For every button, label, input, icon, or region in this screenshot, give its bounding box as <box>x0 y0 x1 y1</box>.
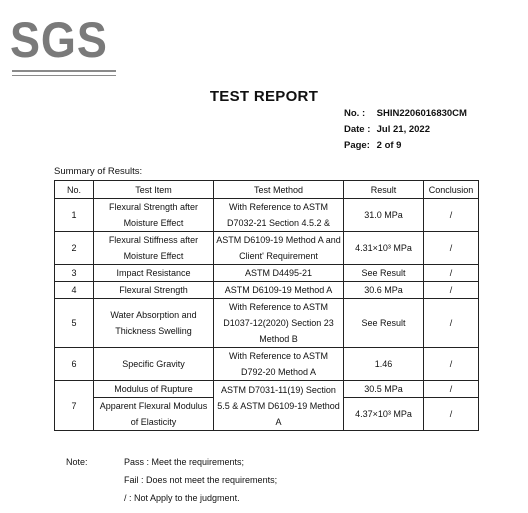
meta-value: Jul 21, 2022 <box>376 124 430 135</box>
cell-method: ASTM D4495-21 <box>214 265 344 282</box>
cell-method: ASTM D7031-11(19) Section 5.5 & ASTM D6109-19 Method A <box>214 381 344 431</box>
cell-conclusion: / <box>424 381 479 398</box>
cell-conclusion: / <box>424 265 479 282</box>
sgs-logo <box>10 12 122 68</box>
table-row <box>55 282 479 299</box>
cell-method: ASTM D6109-19 Method A <box>214 282 344 299</box>
cell-no: 6 <box>55 348 94 381</box>
table-row <box>55 232 479 265</box>
cell-method: With Reference to ASTM D792-20 Method A <box>214 348 344 381</box>
cell-item: Flexural Strength <box>94 282 214 299</box>
meta-key: Date : <box>344 124 371 135</box>
cell-method: With Reference to ASTM D1037-12(2020) Section 23 Method B <box>214 299 344 348</box>
summary-label: Summary of Results: <box>54 166 143 177</box>
cell-result: 31.0 MPa <box>344 199 424 232</box>
table-header-row <box>55 181 479 199</box>
header-test-item: Test Item <box>94 181 214 199</box>
cell-item: Modulus of Rupture <box>94 381 214 398</box>
cell-conclusion: / <box>424 398 479 431</box>
cell-no: 7 <box>55 381 94 431</box>
header-no: No. <box>55 181 94 199</box>
cell-item: Specific Gravity <box>94 348 214 381</box>
cell-result: 4.31×10³ MPa <box>344 232 424 265</box>
cell-result: 30.5 MPa <box>344 381 424 398</box>
logo-rule <box>12 75 116 76</box>
cell-no: 1 <box>55 199 94 232</box>
cell-result: 1.46 <box>344 348 424 381</box>
table-row <box>55 199 479 232</box>
report-number <box>344 108 467 119</box>
cell-conclusion: / <box>424 299 479 348</box>
cell-result: 30.6 MPa <box>344 282 424 299</box>
report-title: TEST REPORT <box>209 88 319 105</box>
report-date <box>344 124 430 135</box>
table-row <box>55 348 479 381</box>
cell-item: Water Absorption and Thickness Swelling <box>94 299 214 348</box>
cell-conclusion: / <box>424 232 479 265</box>
note-line-not-applicable: / : Not Apply to the judgment. <box>124 493 240 503</box>
header-test-method: Test Method <box>214 181 344 199</box>
cell-conclusion: / <box>424 282 479 299</box>
cell-item: Apparent Flexural Modulus of Elasticity <box>94 398 214 431</box>
cell-item: Flexural Strength after Moisture Effect <box>94 199 214 232</box>
cell-result: 4.37×10³ MPa <box>344 398 424 431</box>
logo-rule <box>12 70 116 72</box>
cell-item: Flexural Stiffness after Moisture Effect <box>94 232 214 265</box>
cell-method: With Reference to ASTM D7032-21 Section 4.5.2 & <box>214 199 344 232</box>
meta-value: 2 of 9 <box>376 140 402 151</box>
cell-no: 4 <box>55 282 94 299</box>
table-row <box>55 265 479 282</box>
cell-no: 3 <box>55 265 94 282</box>
cell-conclusion: / <box>424 199 479 232</box>
note-label: Note: <box>66 457 88 467</box>
table-row <box>55 381 479 398</box>
cell-no: 5 <box>55 299 94 348</box>
cell-no: 2 <box>55 232 94 265</box>
note-lines <box>124 453 277 507</box>
meta-key: Page: <box>344 140 370 151</box>
header-conclusion: Conclusion <box>424 181 479 199</box>
header-result: Result <box>344 181 424 199</box>
meta-key: No. : <box>344 108 366 119</box>
note-line-pass: Pass : Meet the requirements; <box>124 457 245 467</box>
logo-text: SGS <box>10 12 108 68</box>
cell-method: ASTM D6109-19 Method A and Client' Requirement <box>214 232 344 265</box>
meta-value: SHIN2206016830CM <box>376 108 467 119</box>
cell-item: Impact Resistance <box>94 265 214 282</box>
results-table <box>54 180 479 431</box>
note-line-fail: Fail : Does not meet the requirements; <box>124 475 278 485</box>
cell-result: See Result <box>344 265 424 282</box>
cell-result: See Result <box>344 299 424 348</box>
cell-conclusion: / <box>424 348 479 381</box>
report-page <box>344 140 401 151</box>
table-row <box>55 299 479 348</box>
